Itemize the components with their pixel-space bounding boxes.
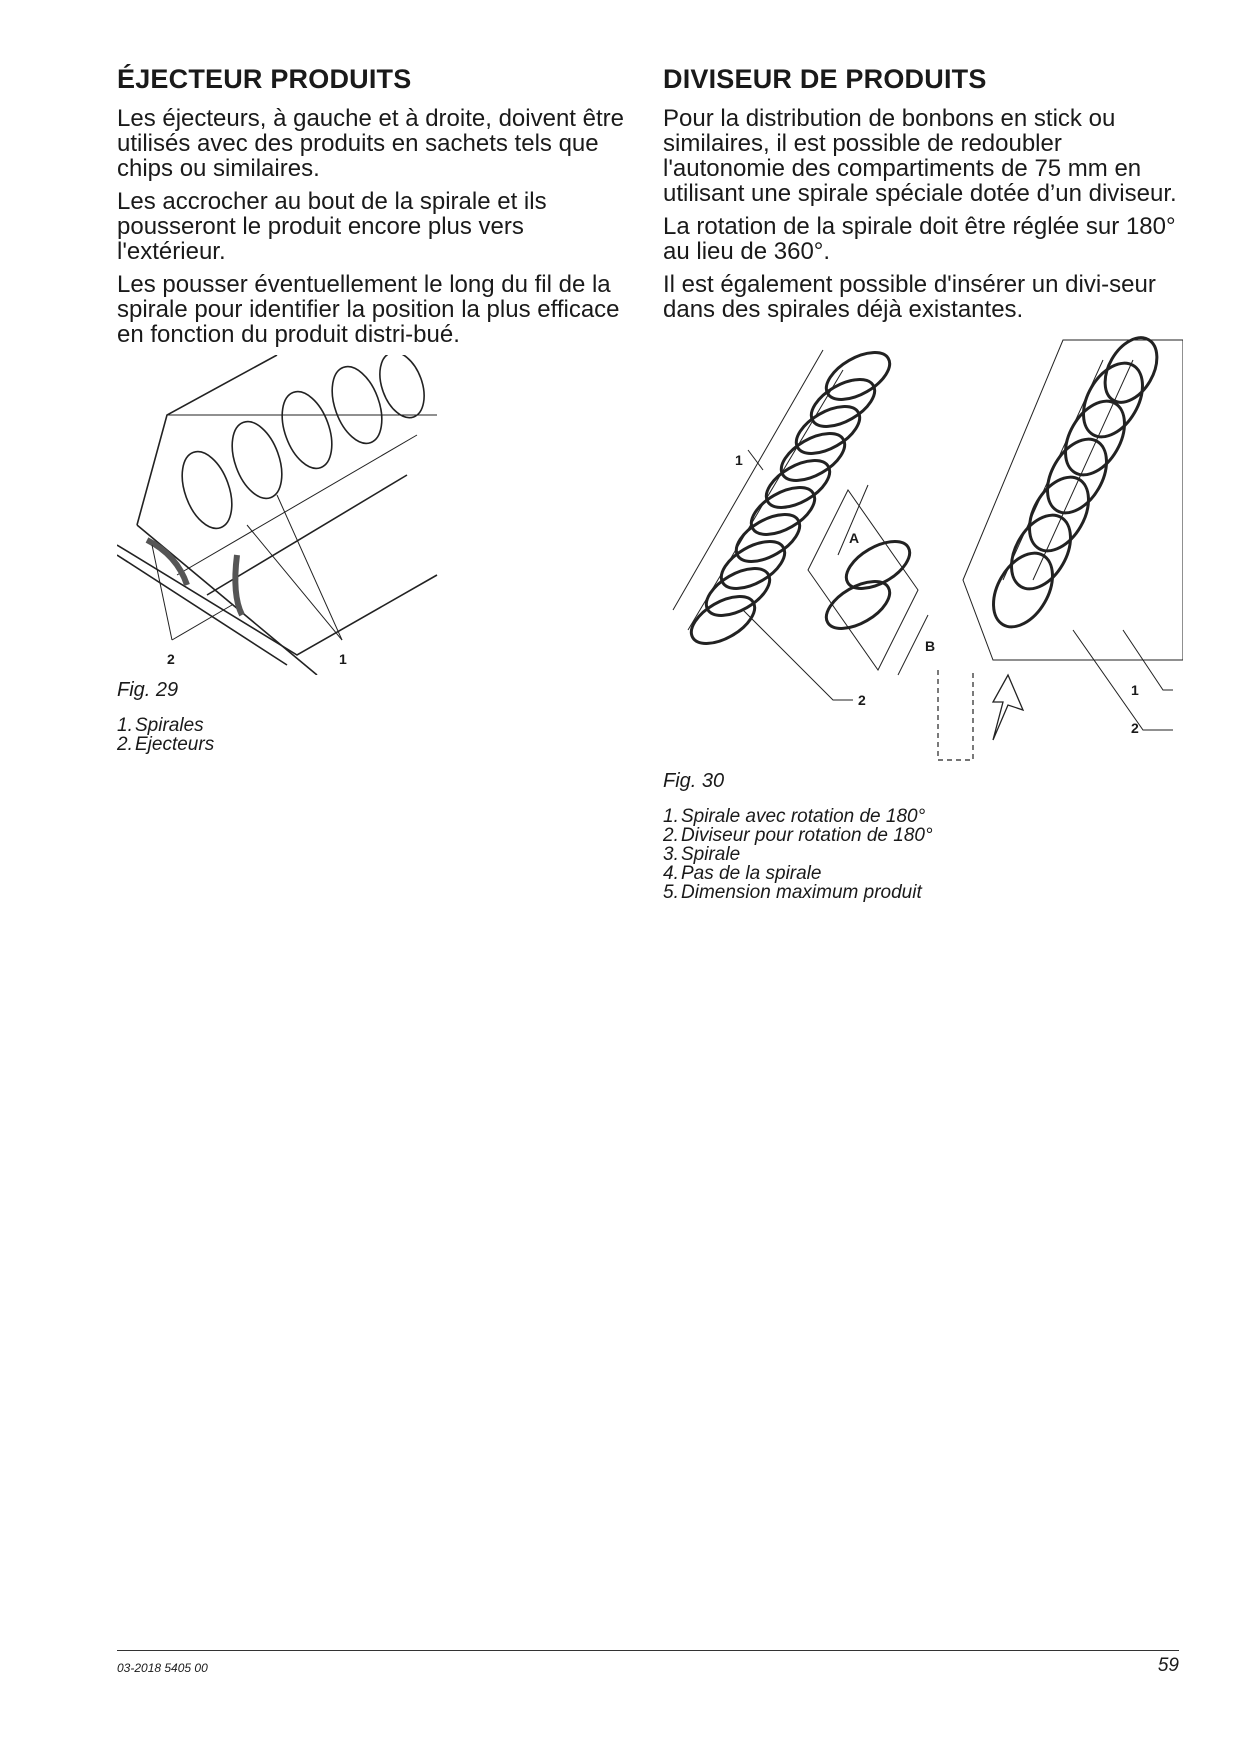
section-heading: ÉJECTEUR PRODUITS — [117, 64, 412, 94]
legend-item: 5. Dimension maximum produit — [663, 882, 922, 903]
legend-item: 1. Spirale avec rotation de 180° — [663, 806, 926, 827]
legend-item: 2. Ejecteurs — [117, 734, 215, 755]
callout-1-right: 1 — [1131, 682, 1139, 698]
legend-item: 2. Diviseur pour rotation de 180° — [663, 825, 933, 846]
legend-item: 1. Spirales — [117, 715, 204, 736]
callout-2-left: 2 — [858, 692, 866, 708]
paragraph: Il est également possible d'insérer un divi-seur dans des spirales déjà existantes. — [663, 271, 1156, 323]
figure-29 — [117, 355, 637, 675]
footer-divider — [117, 1650, 1179, 1651]
paragraph: Les accrocher au bout de la spirale et ils pousseront le produit encore plus vers l'extérieur. — [117, 188, 547, 265]
figure-legend — [117, 716, 637, 754]
figure-caption: Fig. 30 — [663, 770, 725, 792]
callout-1-left: 1 — [735, 452, 743, 468]
callout-2: 2 — [167, 651, 175, 667]
callout-a: A — [849, 530, 860, 546]
callout-1: 1 — [339, 651, 347, 667]
paragraph: Pour la distribution de bonbons en stick ou similaires, il est possible de redoubler l'autonomie des compartiments de 75 mm en utilisant une spirale spéciale dotée d’un diviseur. — [663, 105, 1177, 207]
paragraph: Les éjecteurs, à gauche et à droite, doivent être utilisés avec des produits en sachets tels que chips ou similaires. — [117, 105, 624, 182]
page-number: 59 — [1157, 1655, 1179, 1676]
figure-caption: Fig. 29 — [117, 679, 179, 701]
paragraph: La rotation de la spirale doit être réglée sur 180° au lieu de 360°. — [663, 213, 1176, 265]
callout-b: B — [925, 638, 936, 654]
figure-30 — [663, 330, 1183, 800]
divider-illustration — [663, 330, 1183, 800]
paragraph: Les pousser éventuellement le long du fil de la spirale pour identifier la position la plus efficace en fonction du produit distri-bué. — [117, 271, 620, 348]
section-ejecteur-produits — [117, 64, 637, 754]
ejector-illustration — [117, 355, 457, 675]
callout-2-right: 2 — [1131, 720, 1139, 736]
section-diviseur-produits — [663, 64, 1183, 902]
section-heading: DIVISEUR DE PRODUITS — [663, 64, 987, 94]
legend-item: 4. Pas de la spirale — [663, 863, 822, 884]
figure-legend — [663, 807, 1183, 902]
legend-item: 3. Spirale — [663, 844, 741, 865]
document-code: 03-2018 5405 00 — [117, 1661, 208, 1675]
